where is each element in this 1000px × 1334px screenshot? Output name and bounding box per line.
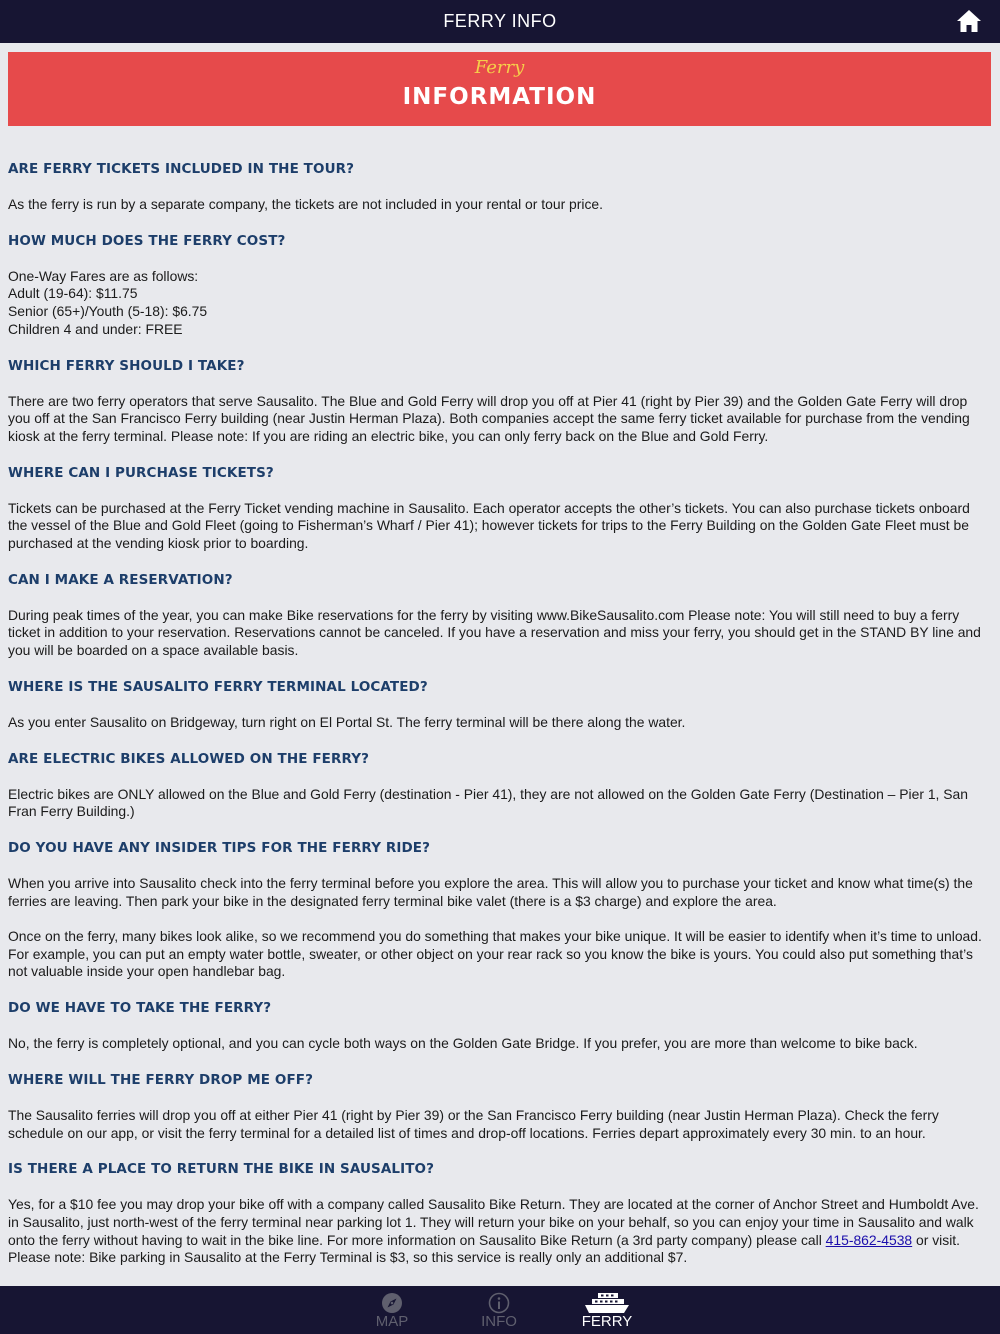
faq-answer	[8, 714, 988, 732]
faq-answer	[8, 786, 988, 821]
faq-question: WHERE IS THE SAUSALITO FERRY TERMINAL LOCATED?	[8, 678, 428, 695]
faq-answer	[8, 196, 988, 214]
faq-answer-paragraph	[8, 1196, 988, 1267]
answer-line: When you arrive into Sausalito check into the ferry terminal before you explore the area. This will allow you to purchase your ticket and know what time(s) the ferries are leaving. Then park your bike in the designated ferry terminal bike valet (there is a $3 charge) and explore the area.	[8, 874, 973, 909]
home-icon[interactable]	[956, 9, 982, 33]
faq-answer-paragraph	[8, 714, 988, 732]
faq-answer-paragraph	[8, 928, 988, 981]
answer-line: Adult (19-64): $11.75	[8, 285, 138, 302]
answer-line: One-Way Fares are as follows:	[8, 267, 199, 284]
faq-list	[8, 160, 988, 1142]
faq-answer	[8, 393, 988, 446]
phone-link[interactable]: 415-862-4538	[825, 1231, 913, 1248]
faq-answer	[8, 1107, 988, 1142]
faq-answer-paragraph	[8, 875, 988, 910]
tab-info-label: INFO	[481, 1313, 517, 1330]
answer-line: Children 4 and under: FREE	[8, 320, 183, 337]
faq-answer-paragraph	[8, 607, 988, 660]
faq-question: ARE FERRY TICKETS INCLUDED IN THE TOUR?	[8, 161, 355, 177]
tab-ferry[interactable]	[562, 1286, 652, 1334]
answer-line: Once on the ferry, many bikes look alike, so we recommend you do something that makes your bike unique. It will be easier to identify when it’s time to unload. For example, you can put an empty water bottle, sweater, or other object on your rear rack so you know the bike is yours. You could also put something that’s not valuable inside your open handlebar bag.	[8, 928, 982, 980]
answer-line: Electric bikes are ONLY allowed on the Blue and Gold Ferry (destination - Pier 41), they are not allowed on the Golden Gate Ferry (Destination – Pier 1, San Fran Ferry Building.)	[8, 785, 968, 820]
faq-question: DO WE HAVE TO TAKE THE FERRY?	[8, 1000, 272, 1017]
tab-ferry-label: FERRY	[581, 1313, 633, 1330]
faq-question: WHICH FERRY SHOULD I TAKE?	[8, 357, 245, 374]
faq-answer-paragraph	[8, 268, 988, 339]
faq-answer	[8, 268, 988, 339]
faq-answer-paragraph	[8, 1107, 988, 1142]
faq-question: IS THERE A PLACE TO RETURN THE BIKE IN SAUSALITO?	[8, 1161, 435, 1178]
banner-script-title: Ferry	[474, 57, 525, 78]
faq-question: CAN I MAKE A RESERVATION?	[8, 571, 233, 588]
answer-line: Tickets can be purchased at the Ferry Ticket vending machine in Sausalito. Each operator accepts the other’s tickets. You can also purchase tickets onboard the vessel of the Blue and Gold Fleet (going to Fisherman’s Wharf / Pier 41); however tickets for trips to the Ferry Building on the Golden Gate Fleet must be purchased at the vending kiosk prior to boarding.	[8, 499, 970, 552]
answer-text-after: or visit. Please note: Bike parking in Sausalito at the Ferry Terminal is $3, so this service is really only an additional $7.	[8, 1231, 961, 1266]
faq-answer	[8, 875, 988, 981]
faq-answer-paragraph	[8, 393, 988, 446]
bottom-tab-bar	[0, 1286, 1000, 1334]
faq-question: ARE ELECTRIC BIKES ALLOWED ON THE FERRY?	[8, 750, 370, 767]
page-title: FERRY INFO	[443, 11, 557, 31]
banner-title: INFORMATION	[402, 84, 597, 110]
faq-answer	[8, 1035, 988, 1053]
top-navigation-bar	[0, 0, 1000, 43]
tab-info[interactable]	[454, 1286, 544, 1334]
faq-answer	[8, 1196, 988, 1267]
faq-question: HOW MUCH DOES THE FERRY COST?	[8, 232, 286, 249]
faq-answer	[8, 500, 988, 553]
answer-line: The Sausalito ferries will drop you off at either Pier 41 (right by Pier 39) or the San Francisco Ferry building (near Justin Herman Plaza). Check the ferry schedule on our app, or visit the ferry terminal for a detailed list of times and drop-off locations. Ferries depart approximately every 30 min. to an hour.	[8, 1106, 939, 1141]
answer-text-before: Yes, for a $10 fee you may drop your bike off with a company called Sausalito Bike Return. They are located at the corner of Anchor Street and Humboldt Ave. in Sausalito, just north-west of the ferry terminal near parking lot 1. They will return your bike on your behalf, so you can enjoy your time in Sausalito and walk onto the ferry without having to wait in the bike line. For more information on Sausalito Bike Return (a 3rd party company) please call	[8, 1196, 979, 1248]
answer-line: There are two ferry operators that serve Sausalito. The Blue and Gold Ferry will drop you off at Pier 41 (right by Pier 39) and the Golden Gate Ferry will drop you off at the San Francisco Ferry building (near Justin Herman Plaza). Both companies accept the same ferry ticket available for purchase from the vending kiosk at the ferry terminal. Please note: If you are riding an electric bike, you can only ferry back on the Blue and Gold Ferry.	[8, 392, 970, 444]
tab-map-label: MAP	[375, 1313, 409, 1330]
answer-line: No, the ferry is completely optional, and you can cycle both ways on the Golden Gate Bridge. If you prefer, you are more than welcome to bike back.	[8, 1035, 918, 1052]
faq-answer-paragraph	[8, 500, 988, 553]
answer-line: As you enter Sausalito on Bridgeway, turn right on El Portal St. The ferry terminal will be there along the water.	[8, 713, 686, 730]
answer-line: Senior (65+)/Youth (5-18): $6.75	[8, 303, 208, 320]
faq-question: WHERE WILL THE FERRY DROP ME OFF?	[8, 1071, 314, 1088]
answer-line: As the ferry is run by a separate company, the tickets are not included in your rental or tour price.	[8, 196, 604, 212]
faq-content	[8, 160, 988, 1285]
ferry-information-banner	[8, 52, 991, 126]
tab-map[interactable]	[347, 1286, 437, 1334]
answer-line: During peak times of the year, you can make Bike reservations for the ferry by visiting www.BikeSausalito.com Please note: You will still need to buy a ferry ticket in addition to your reservation. Reservations cannot be canceled. If you have a reservation and miss your ferry, you should get in the STAND BY line and you will be boarded on a space available basis.	[8, 606, 981, 659]
faq-answer-paragraph	[8, 1035, 988, 1053]
faq-question: WHERE CAN I PURCHASE TICKETS?	[8, 464, 274, 481]
faq-question: DO YOU HAVE ANY INSIDER TIPS FOR THE FERRY RIDE?	[8, 839, 431, 856]
faq-answer-paragraph	[8, 196, 988, 214]
faq-answer-paragraph	[8, 786, 988, 821]
faq-answer	[8, 607, 988, 660]
